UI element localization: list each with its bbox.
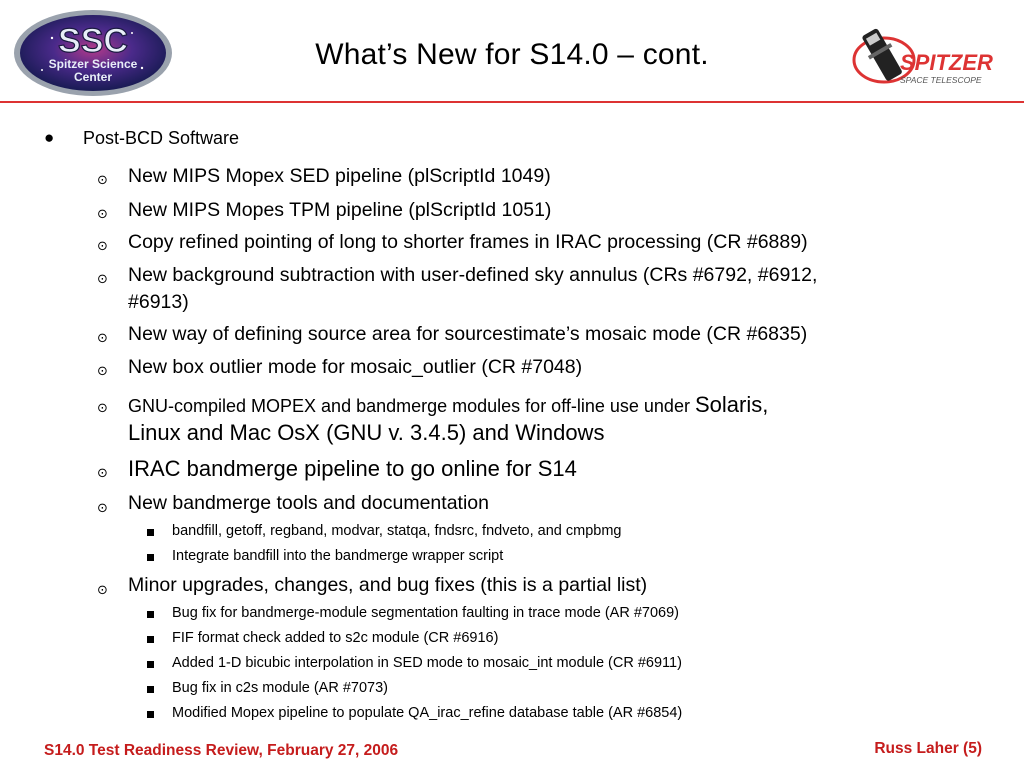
list-item: New MIPS Mopex SED pipeline (plScriptId 1049) [128, 165, 551, 187]
list-item: New background subtraction with user-defined sky annulus (CRs #6792, #6912, [128, 264, 818, 286]
svg-text:SPACE TELESCOPE: SPACE TELESCOPE [900, 75, 982, 85]
footer-author-page: Russ Laher (5) [874, 740, 982, 757]
target-bullet-icon: ⊙ [97, 271, 108, 286]
list-item: New way of defining source area for sourcestimate’s mosaic mode (CR #6835) [128, 323, 808, 345]
square-bullet-icon [147, 529, 154, 536]
bullet-dot: ● [44, 128, 55, 147]
square-bullet-icon [147, 636, 154, 643]
slide-title: What’s New for S14.0 – cont. [315, 38, 709, 71]
footer-event: S14.0 Test Readiness Review, February 27, 2006 [44, 742, 399, 759]
list-item-continuation: Linux and Mac OsX (GNU v. 3.4.5) and Windows [128, 420, 605, 445]
list-item-continuation: #6913) [128, 291, 189, 313]
sub-list-item: Integrate bandfill into the bandmerge wrapper script [172, 548, 504, 564]
target-bullet-icon: ⊙ [97, 172, 108, 187]
sub-list-item: FIF format check added to s2c module (CR #6916) [172, 630, 499, 646]
target-bullet-icon: ⊙ [97, 400, 108, 415]
target-bullet-icon: ⊙ [97, 582, 108, 597]
square-bullet-icon [147, 711, 154, 718]
target-bullet-icon: ⊙ [97, 500, 108, 515]
list-item: New MIPS Mopes TPM pipeline (plScriptId 1051) [128, 199, 552, 221]
target-bullet-icon: ⊙ [97, 363, 108, 378]
square-bullet-icon [147, 661, 154, 668]
svg-text:SSC: SSC [58, 22, 128, 60]
sub-list-item: bandfill, getoff, regband, modvar, statqa, fndsrc, fndveto, and cmpbmg [172, 523, 622, 539]
sub-list-item: Bug fix for bandmerge-module segmentation faulting in trace mode (AR #7069) [172, 605, 679, 621]
sub-list-item: Modified Mopex pipeline to populate QA_irac_refine database table (AR #6854) [172, 705, 683, 721]
square-bullet-icon [147, 611, 154, 618]
svg-text:Center: Center [73, 70, 113, 84]
square-bullet-icon [147, 554, 154, 561]
list-item: New box outlier mode for mosaic_outlier (CR #7048) [128, 356, 583, 378]
svg-text:Spitzer Science: Spitzer Science [48, 57, 138, 71]
section-heading: Post-BCD Software [83, 128, 240, 148]
list-item: Copy refined pointing of long to shorter frames in IRAC processing (CR #6889) [128, 231, 808, 253]
target-bullet-icon: ⊙ [97, 238, 108, 253]
list-item-part-large: Solaris, [694, 392, 769, 417]
sub-list-item: Bug fix in c2s module (AR #7073) [172, 680, 388, 696]
target-bullet-icon: ⊙ [97, 465, 108, 480]
target-bullet-icon: ⊙ [97, 206, 108, 221]
list-item: New bandmerge tools and documentation [128, 492, 489, 514]
list-item-part: GNU-compiled MOPEX and bandmerge modules for off-line use under [128, 396, 690, 416]
sub-list-item: Added 1-D bicubic interpolation in SED mode to mosaic_int module (CR #6911) [172, 655, 682, 671]
list-item: Minor upgrades, changes, and bug fixes (this is a partial list) [128, 574, 648, 596]
target-bullet-icon: ⊙ [97, 330, 108, 345]
list-item [128, 392, 768, 418]
square-bullet-icon [147, 686, 154, 693]
list-item: IRAC bandmerge pipeline to go online for S14 [128, 456, 577, 481]
svg-text:SPITZER: SPITZER [900, 50, 993, 75]
